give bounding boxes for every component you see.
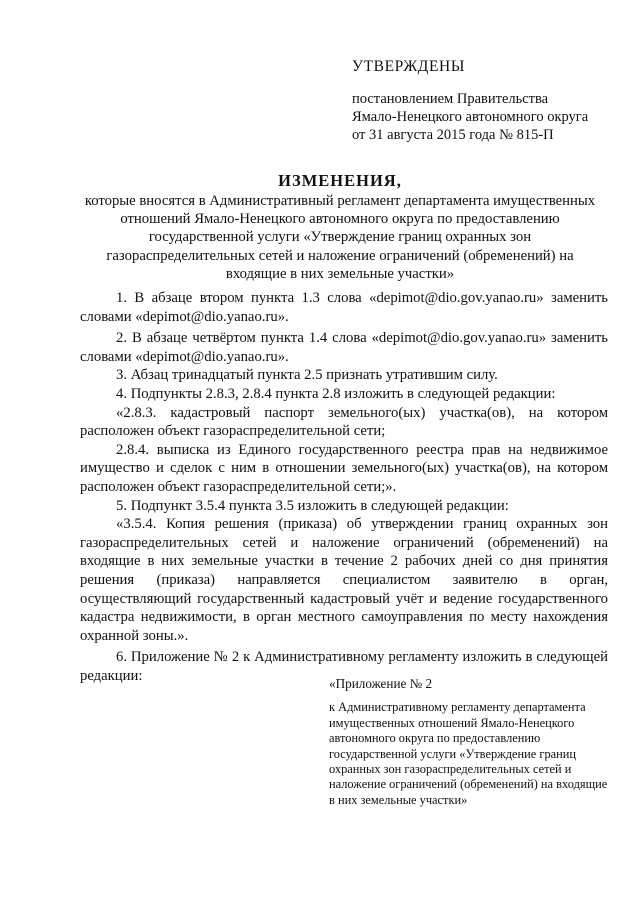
heading-line: отношений Ямало-Ненецкого автономного округа по предоставлению bbox=[120, 211, 560, 228]
heading-line: входящие в них земельные участки» bbox=[225, 265, 455, 282]
heading-line: государственной услуги «Утверждение границ охранных зон bbox=[148, 229, 532, 246]
appendix-text: к Административному регламенту департамента имущественных отношений Ямало-Ненецкого автономного округа по предоставлению государственной услуги «Утверждение границ охранных зон газораспределительных сетей и наложение ограничений (обременений) на входящие в них земельные участки» bbox=[329, 700, 608, 807]
paragraph-quote-3-5-4: «3.5.4. Копия решения (приказа) об утверждении границ охранных зон газораспределительных сетей и наложение ограничений (обременений) на входящие в них земельные участки в течение 2 рабочих дней со дня принятия решения (приказа) направляется специалистом заявителю в орган, осуществляющий государственный кадастровый учёт и ведение государственного кадастра недвижимости, в орган местного самоуправления по месту нахождения охранной зоны.». bbox=[80, 516, 608, 644]
document-heading bbox=[60, 170, 620, 283]
heading-line: которые вносятся в Административный регламент департамента имущественных bbox=[84, 193, 596, 209]
approval-stamp-block bbox=[352, 58, 622, 144]
approved-title: УТВЕРЖДЕНЫ bbox=[352, 58, 465, 75]
paragraph-item-2: 2. В абзаце четвёртом пункта 1.4 слова «depimot@dio.gov.yanao.ru» заменить словами «depimot@dio.yanao.ru». bbox=[80, 330, 608, 365]
paragraph-quote-2-8-4: 2.8.4. выписка из Единого государственного реестра прав на недвижимое имущество и сделок с ним в отношении земельного(ых) участка(ов), на котором расположен объект газораспределительной сети;». bbox=[80, 441, 608, 495]
approved-line: постановлением Правительства bbox=[352, 91, 549, 107]
paragraph-quote-2-8-3: «2.8.3. кадастровый паспорт земельного(ых) участка(ов), на котором расположен объект газораспределительной сети; bbox=[80, 404, 608, 440]
appendix-block bbox=[329, 676, 609, 808]
heading-line: газораспределительных сетей и наложение ограничений (обременений) на bbox=[106, 247, 574, 264]
paragraph-item-6: 6. Приложение № 2 к Административному регламенту изложить в следующей редакции: bbox=[80, 649, 608, 684]
approved-line: от 31 августа 2015 года № 815-П bbox=[352, 127, 554, 143]
heading-title: ИЗМЕНЕНИЯ, bbox=[278, 171, 402, 190]
paragraph-item-4: 4. Подпункты 2.8.3, 2.8.4 пункта 2.8 изложить в следующей редакции: bbox=[116, 385, 556, 402]
appendix-title: «Приложение № 2 bbox=[329, 676, 433, 691]
paragraph-item-5: 5. Подпункт 3.5.4 пункта 3.5 изложить в следующей редакции: bbox=[116, 497, 509, 514]
paragraph-item-1: 1. В абзаце втором пункта 1.3 слова «depimot@dio.gov.yanao.ru» заменить словами «depimot@dio.yanao.ru». bbox=[80, 290, 608, 325]
document-body bbox=[80, 289, 608, 685]
paragraph-item-3: 3. Абзац тринадцатый пункта 2.5 признать утратившим силу. bbox=[116, 367, 498, 384]
approved-line: Ямало-Ненецкого автономного округа bbox=[352, 109, 589, 125]
